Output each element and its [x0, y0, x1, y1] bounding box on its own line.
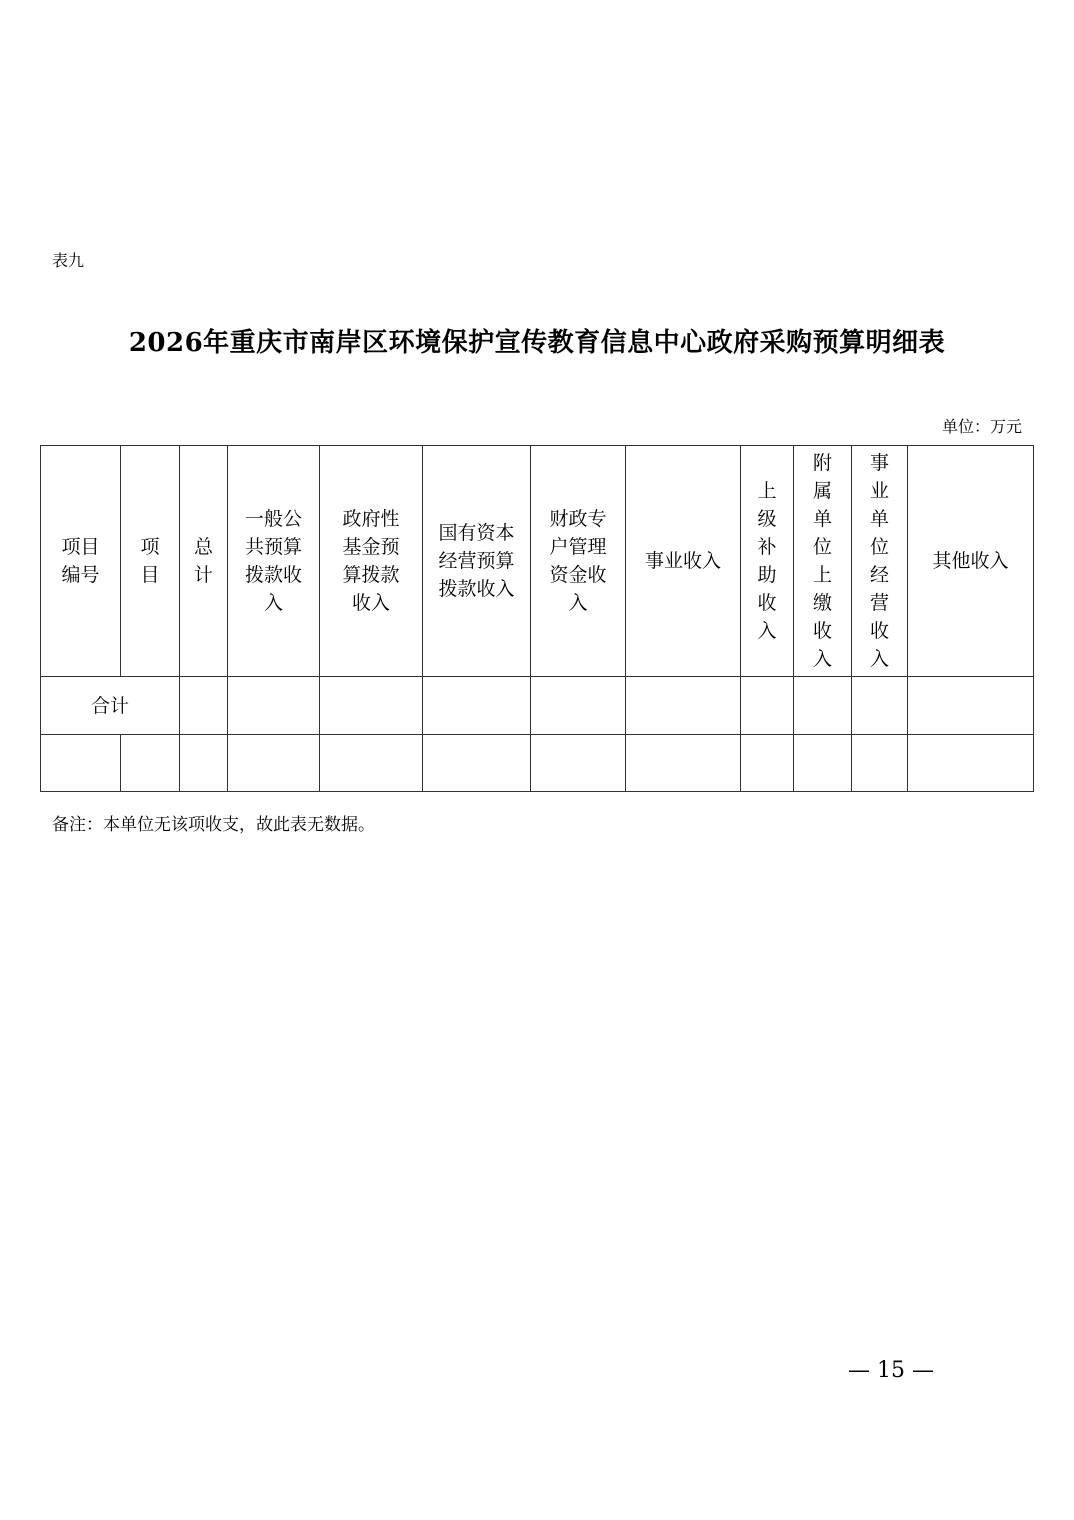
table-cell	[852, 677, 908, 735]
header-special-account: 财政专 户管理 资金收 入	[549, 508, 607, 614]
table-cell	[741, 735, 794, 792]
table-row	[41, 735, 1034, 792]
total-row	[41, 677, 1034, 735]
header-general-budget: 一般公 共预算 拨款收 入	[244, 508, 302, 614]
header-operating-income: 事 业 单 位 经 营 收 入	[869, 452, 889, 670]
table-cell	[852, 735, 908, 792]
header-cell	[531, 446, 626, 677]
table-cell	[228, 677, 320, 735]
header-affiliate-payment: 附 属 单 位 上 缴 收 入	[812, 452, 832, 670]
table-cell	[320, 735, 423, 792]
header-cell	[180, 446, 228, 677]
table-header-row	[41, 446, 1034, 677]
header-superior-subsidy: 上 级 补 助 收 入	[757, 480, 777, 642]
table-cell	[626, 735, 741, 792]
header-cell	[626, 446, 741, 677]
table-cell	[320, 677, 423, 735]
header-cell	[852, 446, 908, 677]
header-cell	[908, 446, 1034, 677]
budget-table	[40, 445, 1034, 792]
total-label-cell	[41, 677, 180, 735]
table-number-label: 表九	[52, 251, 85, 270]
header-other-income: 其他收入	[932, 550, 1009, 572]
table-cell	[228, 735, 320, 792]
page-title: 2026年重庆市南岸区环境保护宣传教育信息中心政府采购预算明细表	[128, 328, 946, 358]
table-cell	[626, 677, 741, 735]
header-business-income: 事业收入	[644, 550, 721, 572]
header-gov-fund: 政府性 基金预 算拨款 收入	[342, 508, 400, 614]
table-cell	[180, 735, 228, 792]
table-cell	[121, 735, 180, 792]
footnote: 备注：本单位无该项收支，故此表无数据。	[52, 815, 375, 835]
table-cell	[741, 677, 794, 735]
unit-label: 单位：万元	[941, 417, 1022, 436]
header-cell	[794, 446, 852, 677]
header-cell	[741, 446, 794, 677]
table-cell	[908, 735, 1034, 792]
table-cell	[423, 735, 531, 792]
table-cell	[180, 677, 228, 735]
header-cell	[320, 446, 423, 677]
table-cell	[794, 677, 852, 735]
header-cell	[228, 446, 320, 677]
header-total: 总 计	[193, 536, 213, 586]
total-label: 合计	[90, 694, 129, 717]
header-cell	[423, 446, 531, 677]
table-cell	[41, 735, 121, 792]
table-cell	[531, 677, 626, 735]
table-cell	[794, 735, 852, 792]
header-project: 项 目	[140, 536, 160, 586]
header-cell	[121, 446, 180, 677]
table-cell	[423, 677, 531, 735]
header-project-code: 项目 编号	[61, 536, 100, 586]
table-cell	[531, 735, 626, 792]
page-number: — 15 —	[848, 1358, 934, 1383]
table-cell	[908, 677, 1034, 735]
header-cell	[41, 446, 121, 677]
header-state-capital: 国有资本 经营预算 拨款收入	[438, 522, 515, 600]
